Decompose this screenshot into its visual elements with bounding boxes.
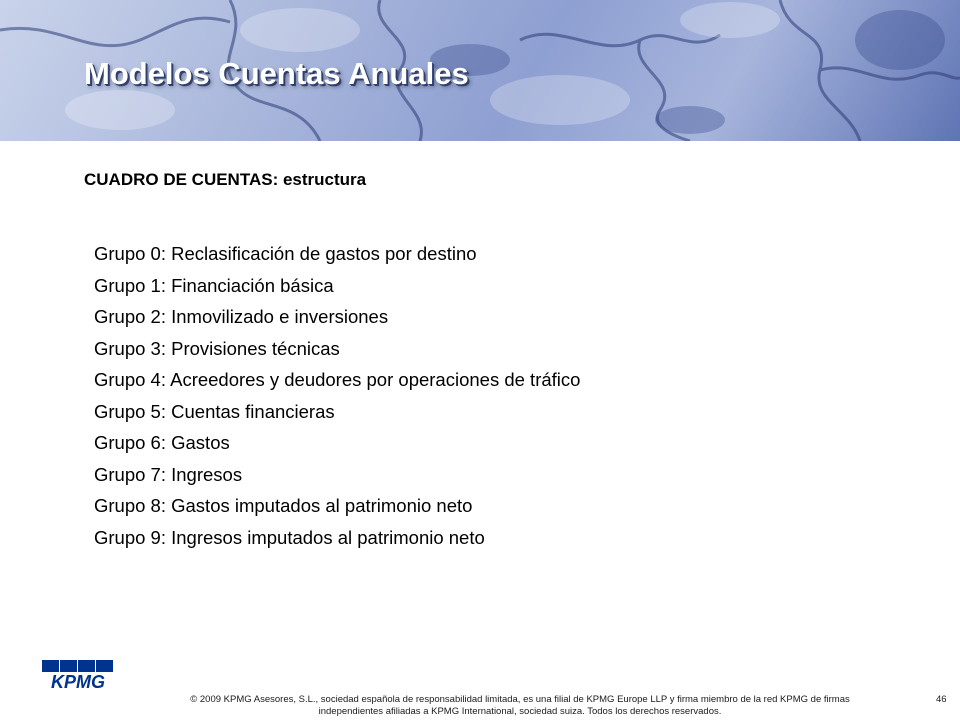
- list-item: Grupo 6: Gastos: [94, 432, 230, 453]
- page-number: 46: [936, 694, 947, 705]
- copyright-line: © 2009 KPMG Asesores, S.L., sociedad española de responsabilidad limitada, es una filial de KPMG Europe LLP y firma miembro de la red KPMG de firmas: [190, 694, 850, 705]
- copyright-notice: [120, 694, 920, 718]
- list-item: Grupo 8: Gastos imputados al patrimonio neto: [94, 495, 473, 516]
- svg-text:KPMG: KPMG: [51, 672, 105, 691]
- copyright-line: independientes afiliadas a KPMG International, sociedad suiza. Todos los derechos reservados.: [318, 706, 722, 717]
- list-item: Grupo 0: Reclasificación de gastos por destino: [94, 243, 477, 264]
- list-item: Grupo 5: Cuentas financieras: [94, 400, 335, 422]
- list-item: Grupo 1: Financiación básica: [94, 274, 334, 296]
- account-groups-list: [94, 240, 580, 555]
- list-item: Grupo 2: Inmovilizado e inversiones: [94, 306, 389, 327]
- list-item: Grupo 3: Provisiones técnicas: [94, 337, 340, 359]
- section-subtitle: CUADRO DE CUENTAS: estructura: [84, 170, 367, 189]
- kpmg-logo: [41, 659, 115, 691]
- page-title: Modelos Cuentas Anuales: [84, 56, 469, 91]
- list-item: Grupo 4: Acreedores y deudores por operaciones de tráfico: [94, 369, 581, 390]
- list-item: Grupo 9: Ingresos imputados al patrimonio neto: [94, 526, 485, 548]
- list-item: Grupo 7: Ingresos: [94, 463, 243, 485]
